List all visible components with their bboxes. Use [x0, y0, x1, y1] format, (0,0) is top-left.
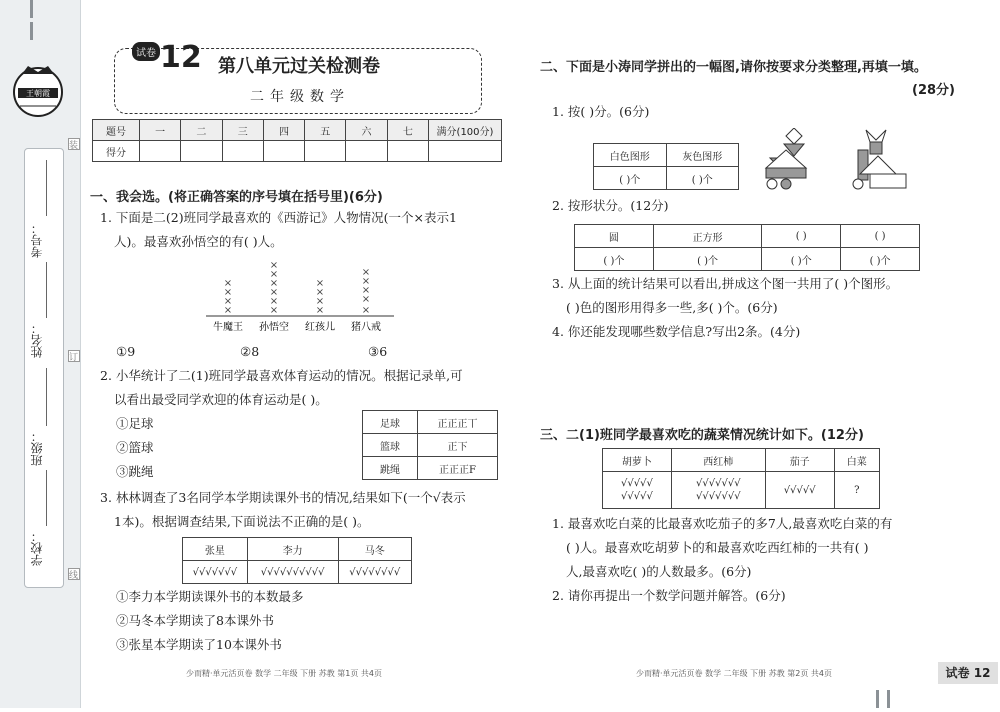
table-cell: 西红柿: [671, 449, 765, 472]
svg-text:×: ×: [315, 305, 325, 316]
q2-line2: 以看出最受同学欢迎的体育运动是( )。: [114, 392, 328, 407]
svg-text:×: ×: [361, 285, 371, 296]
q3-line2: 1本)。根据调查结果,下面说法不正确的是( )。: [114, 514, 370, 529]
section3-title: 三、二(1)班同学最喜欢吃的蔬菜情况统计如下。(12分): [540, 428, 864, 443]
score-header-cell: 三: [222, 120, 263, 141]
table-cell: 灰色图形: [666, 144, 739, 167]
table-cell: 正下: [418, 434, 498, 457]
score-input-cell[interactable]: [222, 141, 263, 162]
svg-text:×: ×: [361, 276, 371, 287]
table-cell: 张星: [183, 538, 248, 561]
q1-line2: 人)。最喜欢孙悟空的有( )人。: [114, 234, 283, 249]
q3-line1: 3. 林林调查了3名同学本学期读课外书的情况,结果如下(一个√表示: [100, 490, 466, 505]
s3-q1-line3: 人,最喜欢吃( )的人数最多。(6分): [566, 564, 752, 579]
class-line[interactable]: [46, 368, 47, 426]
q2-line1: 2. 小华统计了二(1)班同学最喜欢体育运动的情况。根据记录单,可: [100, 368, 463, 383]
table-cell: 李力: [247, 538, 338, 561]
table-cell: ( )个: [653, 248, 761, 271]
svg-text:×: ×: [223, 305, 233, 316]
q2-option-1[interactable]: ①足球: [116, 416, 154, 431]
score-header-cell: 五: [305, 120, 346, 141]
footer-left: 少而精·单元活页卷 数学 二年级 下册 苏教 第1页 共4页: [186, 669, 382, 678]
score-input-cell[interactable]: [346, 141, 387, 162]
score-input-cell[interactable]: [181, 141, 222, 162]
score-input-cell[interactable]: [263, 141, 304, 162]
table-cell: ( )个: [841, 248, 920, 271]
s2-q2: 2. 按形状分。(12分): [552, 198, 669, 213]
svg-text:×: ×: [361, 294, 371, 305]
exam-badge: 试卷: [132, 42, 160, 61]
school-label: 学校：: [30, 530, 44, 566]
table-cell: √√√√√√√√√√: [247, 561, 338, 584]
page-badge: 试卷 12: [938, 662, 998, 684]
svg-text:×: ×: [269, 260, 279, 271]
table-cell: ( ): [841, 225, 920, 248]
svg-text:×: ×: [223, 287, 233, 298]
table-cell: √√√√√: [765, 472, 834, 509]
table-cell: √√√√√√√ √√√√√√√: [671, 472, 765, 509]
chart-label-sunwukong: 孙悟空: [259, 322, 289, 333]
school-line[interactable]: [46, 470, 47, 526]
q2-option-2[interactable]: ②篮球: [116, 440, 154, 455]
svg-text:×: ×: [223, 296, 233, 307]
svg-text:×: ×: [269, 269, 279, 280]
score-header-cell: 六: [346, 120, 387, 141]
svg-text:×: ×: [315, 296, 325, 307]
table-cell: ( )个: [762, 248, 841, 271]
table-cell: ( ): [762, 225, 841, 248]
s2-q3-line2: ( )色的图形用得多一些,多( )个。(6分): [566, 300, 778, 315]
table-cell: 足球: [363, 411, 418, 434]
q1-option-3[interactable]: ③6: [368, 344, 388, 359]
score-header-cell: 二: [181, 120, 222, 141]
svg-text:×: ×: [223, 278, 233, 289]
xiyouji-tally-chart: [200, 258, 400, 338]
table-cell: 跳绳: [363, 457, 418, 480]
q3-option-3[interactable]: ③张星本学期读了10本课外书: [116, 637, 282, 652]
score-input-cell[interactable]: [140, 141, 181, 162]
table-cell: 圆: [575, 225, 654, 248]
table-cell: 茄子: [765, 449, 834, 472]
score-input-cell[interactable]: [305, 141, 346, 162]
s2-q4: 4. 你还能发现哪些数学信息?写出2条。(4分): [552, 324, 801, 339]
logo-text: 王朝霞: [26, 89, 50, 98]
score-header-cell: 七: [387, 120, 428, 141]
shape-composition-picture: [762, 128, 908, 190]
q2-option-3[interactable]: ③跳绳: [116, 464, 154, 479]
table-cell: 正正正F: [418, 457, 498, 480]
s2-q1: 1. 按( )分。(6分): [552, 104, 650, 119]
bottom-registration-marks: [876, 690, 898, 708]
binding-sidebar: [0, 0, 81, 708]
table-cell: √√√√√√√: [183, 561, 248, 584]
score-input-cell[interactable]: [387, 141, 428, 162]
table-cell: 白菜: [834, 449, 879, 472]
table-cell: 篮球: [363, 434, 418, 457]
exam-number: 12: [160, 40, 202, 75]
s2-q3-line1: 3. 从上面的统计结果可以看出,拼成这个图一共用了( )个图形。: [552, 276, 899, 291]
exam-number-label: 考号：: [30, 222, 44, 258]
score-header-cell: 四: [263, 120, 304, 141]
chart-label-honghaier: 红孩儿: [305, 322, 335, 333]
table-cell: ( )个: [666, 167, 739, 190]
footer-right: 少而精·单元活页卷 数学 二年级 下册 苏教 第2页 共4页: [636, 669, 832, 678]
chart-label-zhubajie: 猪八戒: [351, 322, 381, 333]
svg-text:×: ×: [361, 267, 371, 278]
vegetable-table: [602, 448, 880, 509]
page-title: 第八单元过关检测卷: [218, 56, 380, 77]
s3-q1-line1: 1. 最喜欢吃白菜的比最喜欢吃茄子的多7人,最喜欢吃白菜的有: [552, 516, 893, 531]
svg-text:×: ×: [315, 287, 325, 298]
chart-label-niumowang: 牛魔王: [213, 322, 243, 333]
reading-table: [182, 537, 412, 584]
svg-text:×: ×: [315, 278, 325, 289]
shape-table: [574, 224, 920, 271]
section2-points: (28分): [912, 83, 955, 98]
color-table: [593, 143, 739, 190]
section1-title: 一、我会选。(将正确答案的序号填在括号里)(6分): [90, 190, 383, 205]
table-cell: √√√√√√√√: [338, 561, 411, 584]
score-row-label: 得分: [93, 141, 140, 162]
exam-number-line[interactable]: [46, 160, 47, 216]
svg-text:×: ×: [269, 287, 279, 298]
table-cell: 胡萝卜: [603, 449, 672, 472]
svg-text:×: ×: [269, 305, 279, 316]
table-cell: ( )个: [594, 167, 667, 190]
score-header-cell: 题号: [93, 120, 140, 141]
table-cell: √√√√√ √√√√√: [603, 472, 672, 509]
svg-text:×: ×: [269, 278, 279, 289]
svg-text:×: ×: [269, 296, 279, 307]
svg-text:×: ×: [361, 305, 371, 316]
binding-text-3: 线: [69, 571, 79, 581]
table-cell: ?: [834, 472, 879, 509]
score-input-cell[interactable]: [429, 141, 502, 162]
table-cell: 正正正丅: [418, 411, 498, 434]
class-label: 班级：: [30, 430, 44, 466]
binding-text-2: 订: [69, 353, 79, 363]
q3-option-2[interactable]: ②马冬本学期读了8本课外书: [116, 613, 274, 628]
student-info-box: [24, 148, 64, 588]
q3-option-1[interactable]: ①李力本学期读课外书的本数最多: [116, 589, 304, 604]
sports-tally-table: [362, 410, 498, 480]
page-subtitle: 二年级数学: [250, 89, 350, 105]
binding-text-1: 装: [69, 141, 79, 151]
name-label: 姓名：: [30, 322, 44, 358]
q1-option-2[interactable]: ②8: [240, 344, 260, 359]
score-header-cell: 一: [140, 120, 181, 141]
q1-option-1[interactable]: ①9: [116, 344, 136, 359]
score-header-cell: 满分(100分): [429, 120, 502, 141]
table-cell: 正方形: [653, 225, 761, 248]
table-cell: ( )个: [575, 248, 654, 271]
score-table: [92, 119, 502, 162]
publisher-logo: [8, 60, 68, 122]
s3-q1-line2: ( )人。最喜欢吃胡萝卜的和最喜欢吃西红柿的一共有( ): [566, 540, 869, 555]
table-cell: 马冬: [338, 538, 411, 561]
q1-line1: 1. 下面是二(2)班同学最喜欢的《西游记》人物情况(一个×表示1: [100, 210, 457, 225]
table-cell: 白色图形: [594, 144, 667, 167]
section2-title: 二、下面是小涛同学拼出的一幅图,请你按要求分类整理,再填一填。: [540, 60, 927, 75]
name-line[interactable]: [46, 262, 47, 318]
s3-q2: 2. 请你再提出一个数学问题并解答。(6分): [552, 588, 786, 603]
top-registration-marks: [30, 0, 50, 18]
